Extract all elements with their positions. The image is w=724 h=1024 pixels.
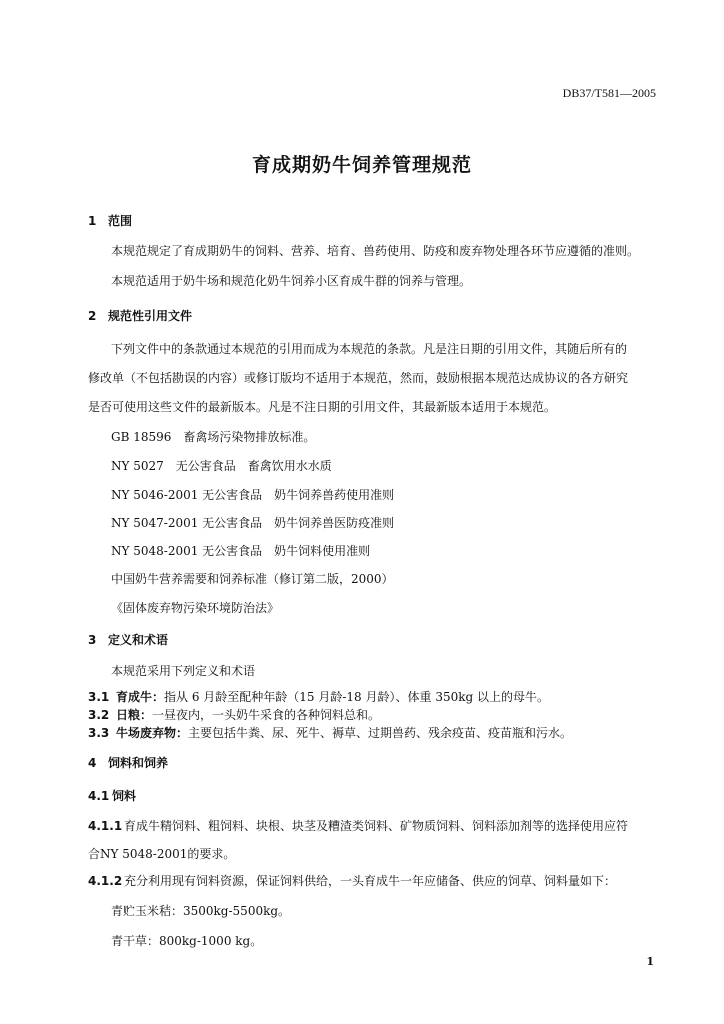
paragraph-line: 合NY 5048-2001的要求。 <box>88 847 236 861</box>
reference-item: 《固体废弃物污染环境防治法》 <box>111 601 280 615</box>
section-2-heading <box>88 307 192 324</box>
page-title: 育成期奶牛饲养管理规范 <box>251 154 472 176</box>
definition-number: 3.1 <box>88 690 110 704</box>
definition-term: 牛场废弃物： <box>116 726 189 740</box>
reference-item: 中国奶牛营养需要和饲养标准（修订第二版，2000） <box>111 572 394 586</box>
definition-3-2 <box>88 706 380 723</box>
section-3-heading <box>88 631 168 648</box>
section-4-heading <box>88 754 168 771</box>
clause-4-1-2 <box>88 872 616 889</box>
feed-item: 青贮玉米秸：3500kg-5500kg。 <box>111 904 291 918</box>
feed-item: 青干草：800kg-1000 kg。 <box>111 934 263 948</box>
paragraph-line: 是否可使用这些文件的最新版本。凡是不注日期的引用文件，其最新版本适用于本规范。 <box>88 400 557 414</box>
clause-number: 4.1.2 <box>88 874 123 888</box>
clause-4-1-1 <box>88 817 628 834</box>
definition-number: 3.3 <box>88 726 110 740</box>
standard-number: DB37/T581—2005 <box>562 86 656 100</box>
clause-text: 充分利用现有饲料资源，保证饲料供给，一头育成牛一年应储备、供应的饲草、饲料量如下： <box>124 874 617 888</box>
definition-number: 3.2 <box>88 708 110 722</box>
definition-text: 主要包括牛粪、尿、死牛、褥草、过期兽药、残余疫苗、疫苗瓶和污水。 <box>188 726 573 740</box>
section-number: 4 <box>88 756 97 770</box>
section-number: 4.1 <box>88 789 110 803</box>
reference-item: NY 5027 无公害食品 畜禽饮用水水质 <box>111 459 332 473</box>
reference-item: NY 5046-2001 无公害食品 奶牛饲养兽药使用准则 <box>111 488 395 502</box>
section-number: 1 <box>88 214 97 228</box>
paragraph-line: 下列文件中的条款通过本规范的引用而成为本规范的条款。凡是注日期的引用文件，其随后所有的 <box>111 342 628 356</box>
clause-text: 育成牛精饲料、粗饲料、块根、块茎及糟渣类饲料、矿物质饲料、饲料添加剂等的选择使用应符 <box>124 819 629 833</box>
subsection-4-1-heading <box>88 787 136 804</box>
definition-term: 日粮： <box>116 708 153 722</box>
paragraph-line: 修改单（不包括勘误的内容）或修订版均不适用于本规范，然而，鼓励根据本规范达成协议的各方研究 <box>88 371 629 385</box>
definition-3-1 <box>88 688 549 705</box>
section-title: 定义和术语 <box>108 633 169 647</box>
section-title: 规范性引用文件 <box>108 309 193 323</box>
reference-item: NY 5048-2001 无公害食品 奶牛饲料使用准则 <box>111 544 371 558</box>
paragraph: 本规范采用下列定义和术语 <box>111 664 256 678</box>
paragraph: 本规范规定了育成期奶牛的饲料、营养、培育、兽药使用、防疫和废弃物处理各环节应遵循的准则。 <box>111 244 640 258</box>
definition-text: 一昼夜内，一头奶牛采食的各种饲料总和。 <box>152 708 381 722</box>
reference-item: GB 18596 畜禽场污染物排放标准。 <box>111 430 316 444</box>
section-title: 饲料和饲养 <box>108 756 169 770</box>
section-number: 2 <box>88 309 97 323</box>
reference-item: NY 5047-2001 无公害食品 奶牛饲养兽医防疫准则 <box>111 516 395 530</box>
definition-text: 指从 6 月龄至配种年龄（15 月龄-18 月龄）、体重 350kg 以上的母牛。 <box>164 690 549 704</box>
page-number: 1 <box>646 955 654 968</box>
definition-3-3 <box>88 724 572 741</box>
definition-term: 育成牛： <box>116 690 165 704</box>
section-number: 3 <box>88 633 97 647</box>
section-1-heading <box>88 212 132 229</box>
section-title: 范围 <box>108 214 133 228</box>
section-title: 饲料 <box>112 789 137 803</box>
clause-number: 4.1.1 <box>88 819 123 833</box>
paragraph: 本规范适用于奶牛场和规范化奶牛饲养小区育成牛群的饲养与管理。 <box>111 274 472 288</box>
